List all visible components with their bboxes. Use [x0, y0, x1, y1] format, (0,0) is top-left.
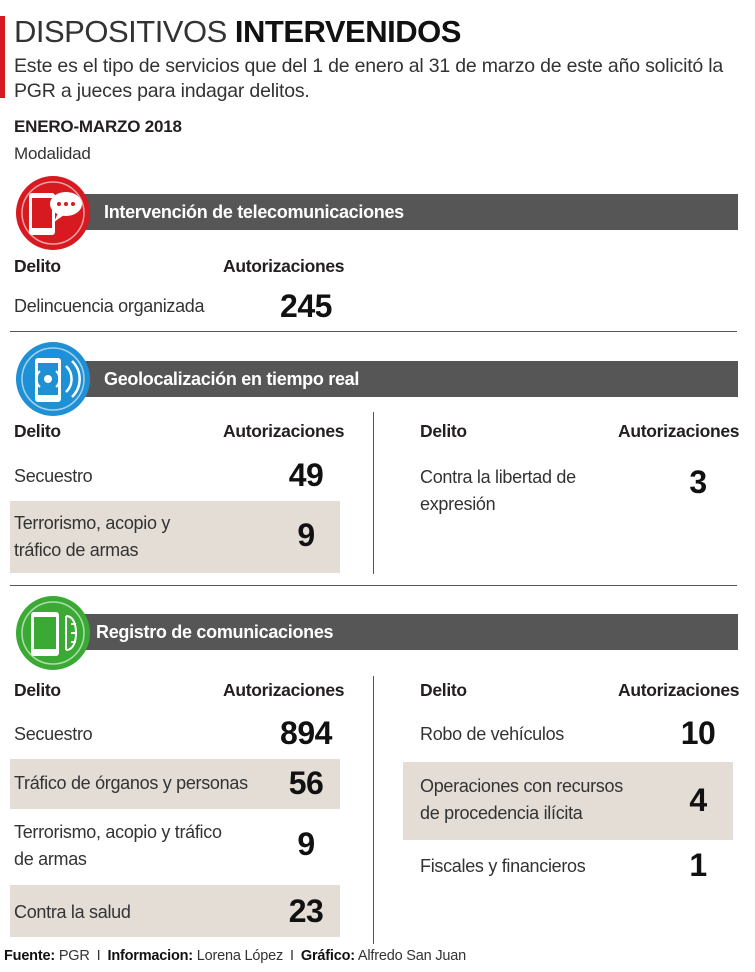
- registro-left-row-value: 894: [280, 715, 332, 751]
- registro-right-row-value: 1: [689, 847, 707, 883]
- registro-left-col-autorizaciones: Autorizaciones: [223, 680, 345, 700]
- page-subtitle: Este es el tipo de servicios que del 1 de enero al 31 de marzo de este año solicitó la PGR a jueces para indagar delitos.: [14, 55, 724, 102]
- column-divider: [373, 676, 374, 944]
- registro-right-col-autorizaciones: Autorizaciones: [618, 680, 740, 700]
- telecom-col-delito: Delito: [14, 256, 61, 276]
- section-geo-bar: [72, 361, 738, 397]
- section-divider: [10, 331, 737, 332]
- geo-left-row-value: 49: [288, 457, 324, 493]
- section-registro-title: Registro de comunicaciones: [96, 622, 334, 642]
- registro-left-row-value: 9: [297, 826, 315, 862]
- footer-grafico-label: Gráfico:: [300, 948, 355, 964]
- section-telecom-title: Intervención de telecomunicaciones: [104, 202, 404, 222]
- section-divider: [10, 585, 737, 586]
- phone-record-icon: [16, 596, 90, 670]
- registro-right-row-delito: Fiscales y financieros: [420, 856, 586, 876]
- geo-right-row-delito: Contra la libertad de expresión: [420, 467, 576, 514]
- column-divider: [373, 412, 374, 574]
- footer-informacion: Lorena López: [196, 948, 284, 964]
- phone-message-icon: [16, 176, 90, 250]
- registro-left-row-value: 56: [288, 765, 324, 801]
- footer-informacion-label: Informacion:: [107, 948, 193, 964]
- geo-right-col-autorizaciones: Autorizaciones: [618, 421, 740, 441]
- registro-right-row-value: 10: [680, 715, 716, 751]
- title-accent-bar: [0, 16, 5, 98]
- title-bold: INTERVENIDOS: [234, 14, 461, 49]
- geo-left-row-delito: Secuestro: [14, 466, 93, 486]
- registro-left-row-value: 23: [288, 893, 324, 929]
- section-telecom-bar: [72, 194, 738, 230]
- registro-left-row-delito: Secuestro: [14, 724, 93, 744]
- phone-signal-icon: [16, 342, 90, 416]
- modality-label: Modalidad: [14, 144, 91, 163]
- geo-left-row-delito: Terrorismo, acopio y tráfico de armas: [14, 513, 171, 560]
- footer-grafico: Alfredo San Juan: [357, 948, 466, 964]
- period-label: ENERO-MARZO 2018: [14, 117, 182, 136]
- section-geo-title: Geolocalización en tiempo real: [104, 369, 360, 389]
- title-light: DISPOSITIVOS: [14, 14, 227, 49]
- registro-left-row-delito: Tráfico de órganos y personas: [14, 773, 248, 793]
- registro-right-row-delito: Operaciones con recursos de procedencia ilícita: [420, 776, 623, 823]
- registro-left-row-delito: Terrorismo, acopio y tráfico de armas: [14, 822, 222, 869]
- registro-left-row-delito: Contra la salud: [14, 902, 131, 922]
- page-title: [14, 14, 461, 50]
- registro-right-col-delito: Delito: [420, 680, 467, 700]
- geo-left-col-autorizaciones: Autorizaciones: [223, 421, 345, 441]
- geo-right-row-value: 3: [689, 464, 707, 500]
- footer-credits: Fuente: PGR I Informacion: Lorena López I Gráfico: Alfredo San Juan: [4, 948, 466, 964]
- geo-right-col-delito: Delito: [420, 421, 467, 441]
- registro-left-col-delito: Delito: [14, 680, 61, 700]
- geo-left-row-value: 9: [297, 517, 315, 553]
- telecom-row-value: 245: [280, 288, 332, 324]
- footer-fuente: PGR: [58, 948, 90, 964]
- geo-left-col-delito: Delito: [14, 421, 61, 441]
- registro-right-row-value: 4: [689, 782, 707, 818]
- telecom-col-autorizaciones: Autorizaciones: [223, 256, 345, 276]
- section-registro-bar: [72, 614, 738, 650]
- footer-fuente-label: Fuente:: [4, 948, 55, 964]
- registro-right-row-delito: Robo de vehículos: [420, 724, 564, 744]
- telecom-row-delito: Delincuencia organizada: [14, 296, 205, 316]
